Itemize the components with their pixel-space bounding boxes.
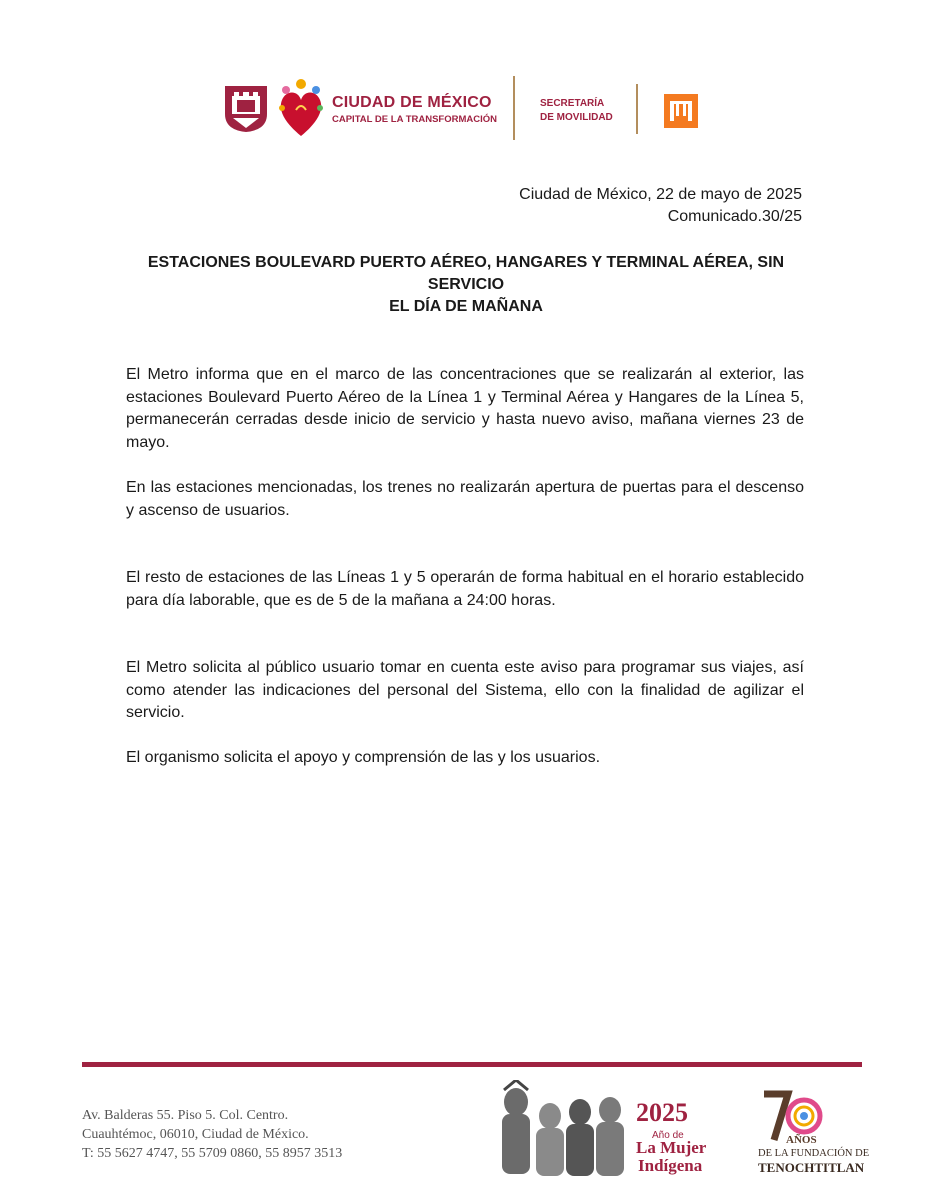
title-line-1: ESTACIONES BOULEVARD PUERTO AÉREO, HANGARES Y TERMINAL AÉREA, SIN SERVICIO bbox=[147, 254, 785, 293]
tenochtitlan-label: TENOCHTITLAN bbox=[758, 1160, 865, 1175]
header-logos bbox=[218, 76, 718, 142]
seventy-anios: AÑOS bbox=[786, 1134, 817, 1146]
body-paragraph-1: El Metro informa que en el marco de las concentraciones que se realizarán al exterior, las estaciones Boulevard Puerto Aéreo de la Línea 1 y Terminal Aérea y Hangares de la Línea 5, permanecerán cerradas desde inicio de servicio y hasta nuevo aviso, mañana viernes 23 de mayo. bbox=[126, 366, 804, 451]
indigenous-women-illustration-icon bbox=[488, 1080, 628, 1180]
movilidad-label: DE MOVILIDAD bbox=[540, 112, 613, 123]
metro-logo-icon bbox=[664, 94, 698, 128]
dateline bbox=[519, 184, 802, 228]
city-slogan: CAPITAL DE LA TRANSFORMACIÓN bbox=[332, 114, 498, 125]
secretaria-label: SECRETARÍA bbox=[540, 98, 605, 109]
address-phones: T: 55 5627 4747, 55 5709 0860, 55 8957 3513 bbox=[82, 1146, 343, 1161]
footer-address bbox=[82, 1106, 342, 1163]
year-la-mujer: La Mujer bbox=[636, 1138, 707, 1157]
cdmx-shield-icon bbox=[223, 84, 269, 134]
address-line-2: Cuauhtémoc, 06010, Ciudad de México. bbox=[82, 1127, 309, 1142]
body-paragraph-3: El resto de estaciones de las Líneas 1 y 5 operarán de forma habitual en el horario establecido para día laborable, que es de 5 de la mañana a 24:00 horas. bbox=[126, 569, 804, 609]
body-paragraph-5: El organismo solicita el apoyo y comprensión de las y los usuarios. bbox=[126, 749, 601, 766]
city-name: CIUDAD DE MÉXICO bbox=[332, 94, 492, 111]
place-date: Ciudad de México, 22 de mayo de 2025 bbox=[519, 186, 802, 203]
body-paragraph-2: En las estaciones mencionadas, los trenes no realizarán apertura de puertas para el descenso y ascenso de usuarios. bbox=[126, 479, 804, 519]
header-divider bbox=[513, 76, 515, 140]
year-subtitle: Año de bbox=[652, 1130, 684, 1141]
address-line-1: Av. Balderas 55. Piso 5. Col. Centro. bbox=[82, 1108, 289, 1123]
fundacion-label: DE LA FUNDACIÓN DE bbox=[758, 1148, 870, 1159]
header-divider bbox=[636, 84, 638, 134]
year-2025: 2025 bbox=[636, 1098, 688, 1127]
title-line-2: EL DÍA DE MAÑANA bbox=[389, 298, 543, 315]
press-release-title bbox=[110, 252, 822, 318]
comunicado-number: Comunicado.30/25 bbox=[667, 208, 802, 225]
body-paragraph-4: El Metro solicita al público usuario tomar en cuenta este aviso para programar sus viajes, así como atender las indicaciones del personal del Sistema, ello con la finalidad de agilizar el servicio. bbox=[126, 659, 804, 721]
footer-rule bbox=[82, 1062, 862, 1067]
heart-emblem-icon bbox=[276, 76, 326, 140]
year-indigena: Indígena bbox=[638, 1156, 703, 1175]
